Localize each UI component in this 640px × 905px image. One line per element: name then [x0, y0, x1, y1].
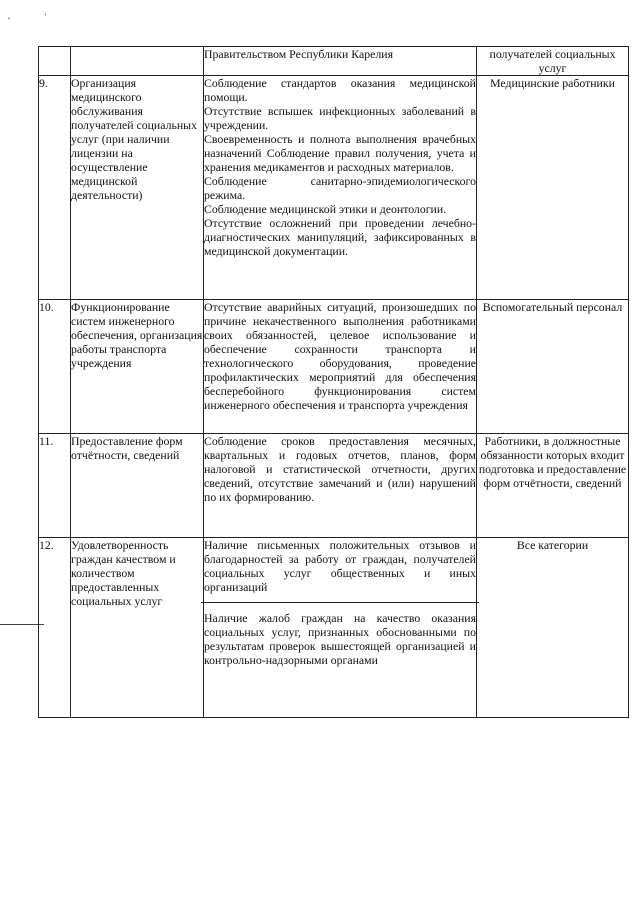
row-responsible: Работники, в должностные обязанности которых входит подготовка и предоставление форм отчётности, сведений — [477, 434, 629, 538]
row-criteria — [204, 434, 477, 538]
table-row — [39, 300, 629, 434]
header-row — [39, 47, 629, 76]
row-name: Организация медицинского обслуживания получателей социальных услуг (при наличии лицензии на осуществление медицинской деятельности) — [71, 76, 204, 300]
criteria-line: Соблюдение сроков предоставления месячных, квартальных и годовых отчетов, планов, форм налоговой и статистической отчетности, других сведений, отсутствие замечаний и (или) нарушений по их формированию. — [204, 434, 476, 504]
criteria-subcell — [201, 602, 479, 667]
row-responsible: Все категории — [477, 538, 629, 718]
header-num-cell — [39, 47, 71, 76]
table-row — [39, 76, 629, 300]
page-mark-right: ' — [45, 12, 47, 21]
row-criteria — [204, 76, 477, 300]
criteria-line: Соблюдение санитарно-эпидемиологического режима. — [204, 174, 476, 202]
criteria-line: Наличие жалоб граждан на качество оказания социальных услуг, признанных обоснованными по результатам проверок вышестоящей организацией и контрольно-надзорными органами — [204, 611, 476, 667]
row-name: Функционирование систем инженерного обеспечения, организация работы транспорта учреждения — [71, 300, 204, 434]
criteria-line: Наличие письменных положительных отзывов и благодарностей за работу от граждан, получателей социальных услуг общественных и иных организаций — [204, 538, 476, 594]
criteria-line: Соблюдение медицинской этики и деонтологии. — [204, 202, 447, 216]
criteria-line: Отсутствие вспышек инфекционных заболеваний в учреждении. — [204, 104, 476, 132]
header-criteria-cell — [204, 47, 477, 76]
header-criteria-text: Правительством Республики Карелия — [204, 47, 394, 61]
table-row — [39, 538, 629, 718]
criteria-line: Отсутствие аварийных ситуаций, произошедших по причине некачественного выполнения работниками своих обязанностей, целевое использование и обеспечение сохранности транспорта и технологического оборудования, проведение профилактических мероприятий для обеспечения бесперебойного функционирования систем инженерного обеспечения и транспорта учреждения — [204, 300, 476, 412]
header-responsible-text: получателей социальных услуг — [489, 47, 616, 75]
row-number: 10. — [39, 300, 71, 434]
row-criteria — [204, 538, 477, 718]
row-name: Удовлетворенность граждан качеством и количеством предоставленных социальных услуг — [71, 538, 204, 718]
header-responsible-cell — [477, 47, 629, 76]
table-row — [39, 434, 629, 538]
header-name-cell — [71, 47, 204, 76]
page-mark-left: ᵥ — [8, 12, 11, 21]
criteria-table — [38, 46, 629, 718]
criteria-line: Своевременность и полнота выполнения врачебных назначений Соблюдение правил получения, учета и хранения медикаментов и расходных материалов. — [204, 132, 476, 174]
row-responsible: Медицинские работники — [477, 76, 629, 300]
criteria-line: Соблюдение стандартов оказания медицинской помощи. — [204, 76, 476, 104]
row-number: 9. — [39, 76, 71, 300]
row-criteria — [204, 300, 477, 434]
row-number: 12. — [39, 538, 71, 718]
row-name: Предоставление форм отчётности, сведений — [71, 434, 204, 538]
row-number: 11. — [39, 434, 71, 538]
row-responsible: Вспомогательный персонал — [477, 300, 629, 434]
criteria-line: Отсутствие осложнений при проведении лечебно-диагностических манипуляций, зафиксированных в медицинской документации. — [204, 216, 476, 258]
